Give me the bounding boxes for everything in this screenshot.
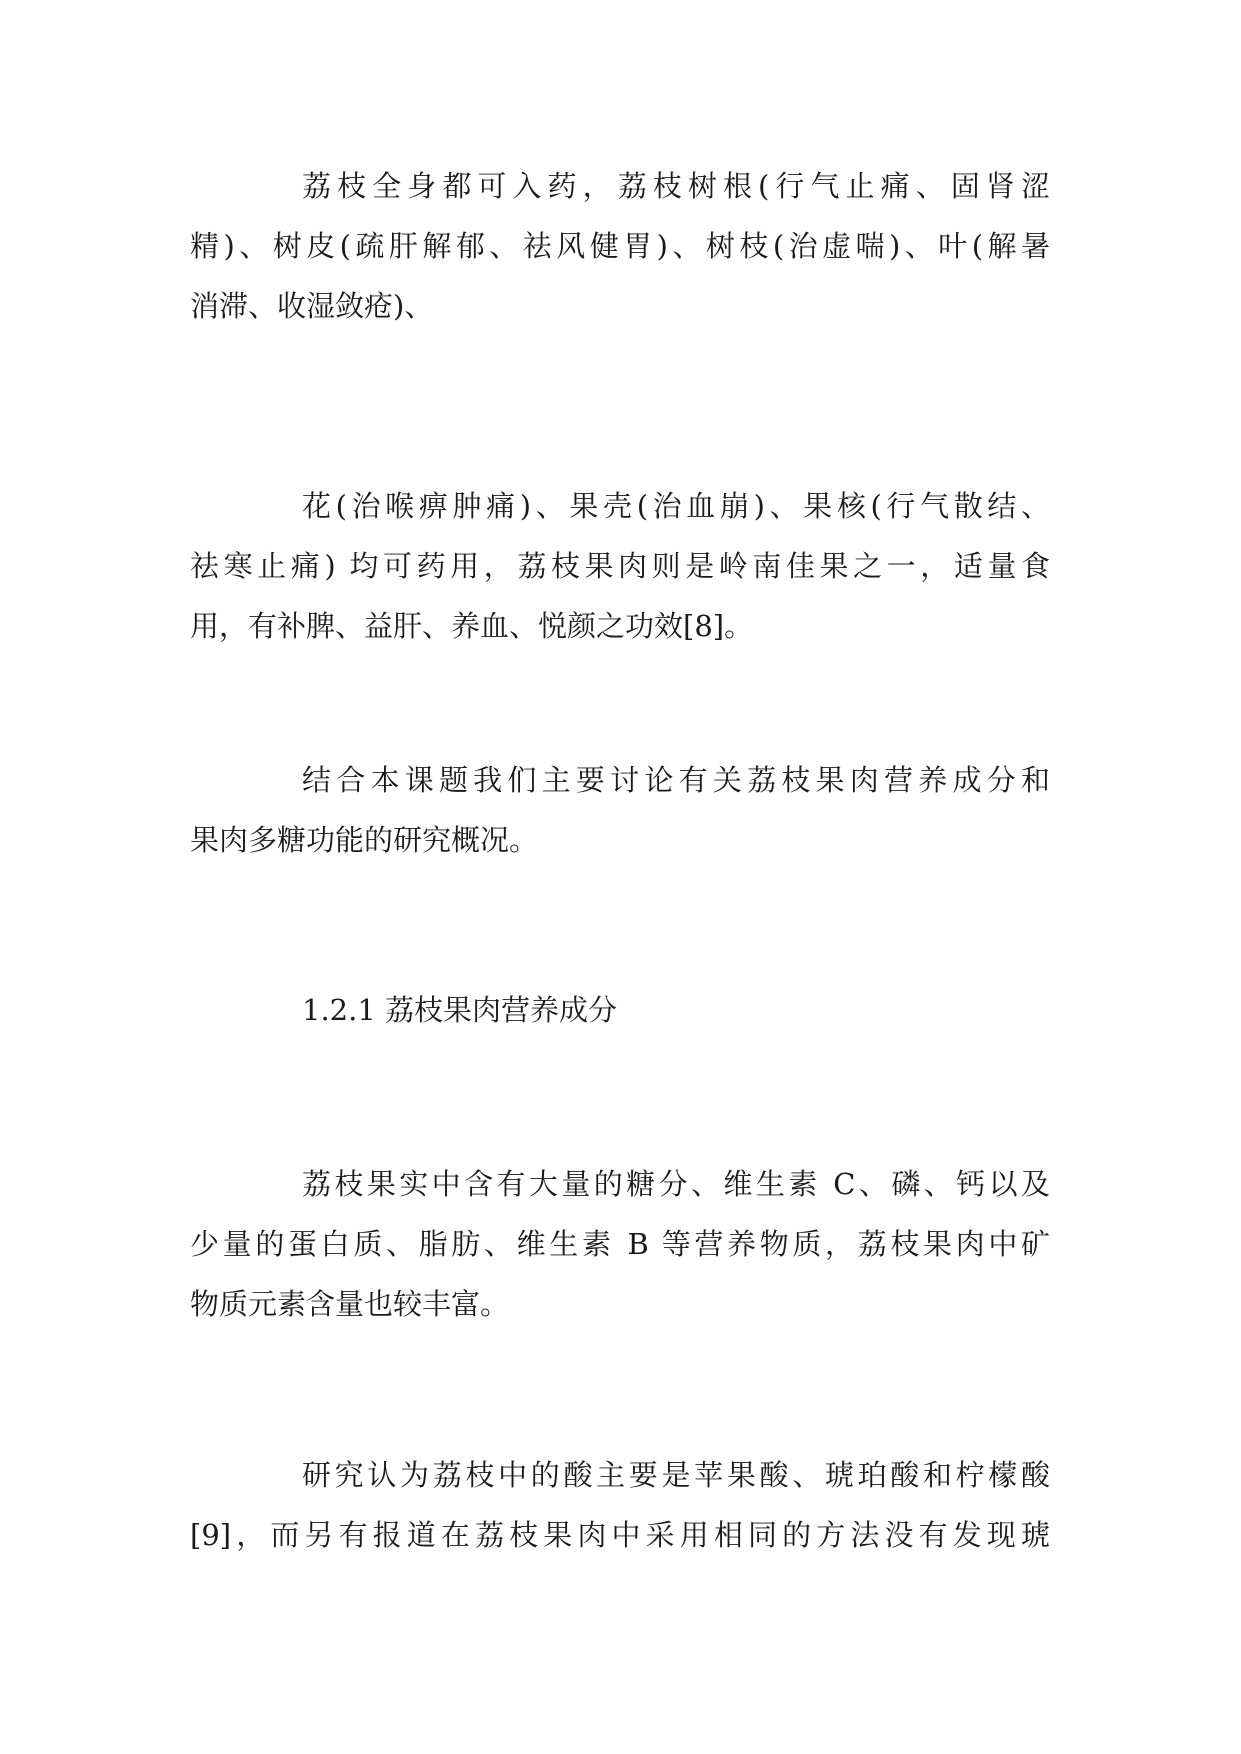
paragraph-litchi-medicinal-parts bbox=[190, 156, 1050, 336]
paragraph-line: 消滞、收湿敛疮)、 bbox=[190, 289, 434, 323]
paragraph-line: 结合本课题我们主要讨论有关荔枝果肉营养成分和 bbox=[302, 763, 1050, 797]
paragraph-line: 少量的蛋白质、脂肪、维生素 B 等营养物质，荔枝果肉中矿 bbox=[190, 1227, 1050, 1261]
paragraph-litchi-acids bbox=[190, 1445, 1050, 1565]
section-heading: 1.2.1 荔枝果肉营养成分 bbox=[302, 993, 618, 1027]
paragraph-line: [9]，而另有报道在荔枝果肉中采用相同的方法没有发现琥 bbox=[190, 1518, 1050, 1552]
paragraph-line: 荔枝全身都可入药，荔枝树根(行气止痛、固肾涩 bbox=[302, 169, 1050, 203]
paragraph-line: 花(治喉痹肿痛)、果壳(治血崩)、果核(行气散结、 bbox=[302, 489, 1050, 523]
paragraph-line: 果肉多糖功能的研究概况。 bbox=[190, 823, 539, 857]
paragraph-line: 祛寒止痛) 均可药用，荔枝果肉则是岭南佳果之一，适量食 bbox=[190, 549, 1050, 583]
paragraph-line: 荔枝果实中含有大量的糖分、维生素 C、磷、钙以及 bbox=[302, 1167, 1050, 1201]
paragraph-topic-scope bbox=[190, 750, 1050, 870]
paragraph-litchi-fruit-uses bbox=[190, 476, 1050, 656]
paragraph-litchi-nutrients bbox=[190, 1154, 1050, 1334]
paragraph-line: 研究认为荔枝中的酸主要是苹果酸、琥珀酸和柠檬酸 bbox=[302, 1458, 1050, 1492]
paragraph-line: 精)、树皮(疏肝解郁、祛风健胃)、树枝(治虚喘)、叶(解暑 bbox=[190, 229, 1050, 263]
paragraph-line: 物质元素含量也较丰富。 bbox=[190, 1287, 510, 1321]
paragraph-line: 用，有补脾、益肝、养血、悦颜之功效[8]。 bbox=[190, 609, 754, 643]
